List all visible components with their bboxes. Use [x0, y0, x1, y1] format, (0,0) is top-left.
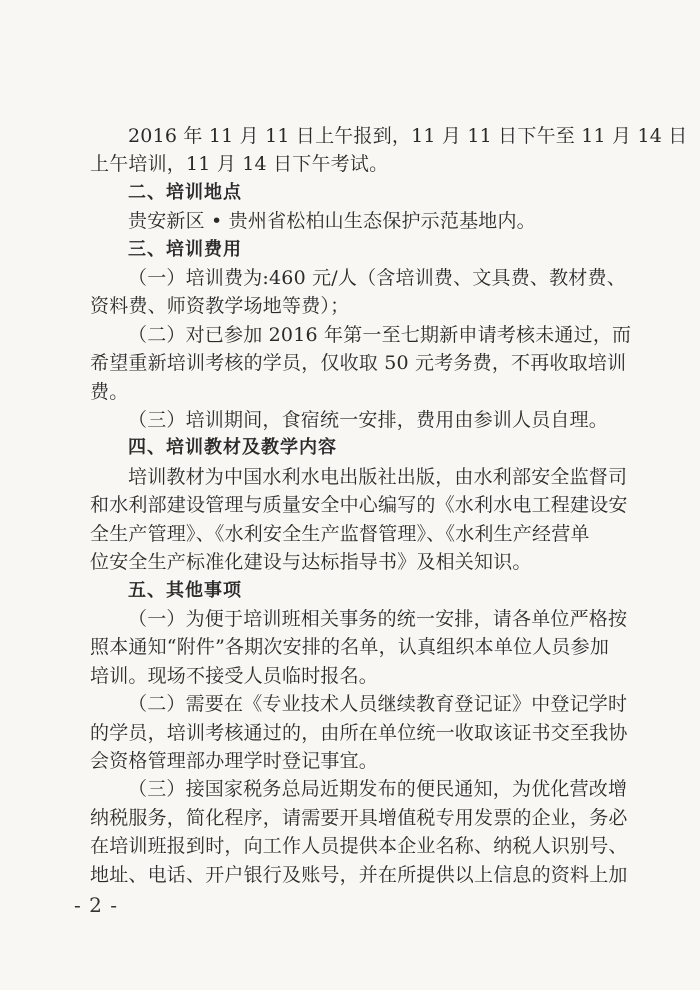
section-heading: 四、培训教材及教学内容	[128, 437, 337, 459]
body-line: 资料费、师资教学场地等费）；	[90, 295, 350, 318]
body-line: （二）对已参加 2016 年第一至七期新申请考核未通过，而	[128, 323, 632, 346]
page-number: - 2 -	[74, 893, 118, 917]
body-line: （一）培训费为:460 元/人（含培训费、文具费、教材费、	[128, 267, 626, 290]
body-line: 培训教材为中国水利水电出版社出版，由水利部安全监督司	[128, 465, 628, 488]
body-line: 希望重新培训考核的学员，仅收取 50 元考务费，不再收取培训	[90, 352, 627, 375]
body-line: 地址、电话、开户银行及账号，并在所提供以上信息的资料上加	[90, 863, 628, 886]
body-line: （一）为便于培训班相关事务的统一安排，请各单位严格按	[128, 607, 628, 630]
section-heading: 五、其他事项	[128, 579, 242, 601]
body-line: 培训。现场不接受人员临时报名。	[90, 664, 379, 687]
body-line: 贵安新区 • 贵州省松柏山生态保护示范基地内。	[128, 210, 536, 233]
body-line: 全生产管理》、《水利安全生产监督管理》、《水利生产经营单	[90, 522, 590, 545]
section-heading: 三、培训费用	[128, 238, 242, 260]
section-heading: 二、培训地点	[128, 181, 242, 203]
body-line: 位安全生产标准化建设与达标指导书》及相关知识。	[90, 551, 532, 574]
body-line: （三）接国家税务总局近期发布的便民通知，为优化营改增	[128, 778, 628, 801]
body-line: 纳税服务，简化程序，请需要开具增值税专用发票的企业，务必	[90, 806, 628, 829]
body-line: 2016 年 11 月 11 日上午报到，11 月 11 日下午至 11 月 14 日	[128, 125, 688, 147]
body-line: 费。	[90, 380, 129, 403]
body-line: 上午培训，11 月 14 日下午考试。	[90, 153, 389, 176]
document-body	[90, 122, 688, 889]
body-line: （二）需要在《专业技术人员继续教育登记证》中登记学时	[128, 693, 628, 716]
body-line: 的学员，培训考核通过的，由所在单位统一收取该证书交至我协	[90, 721, 628, 744]
body-line: （三）培训期间，食宿统一安排，费用由参训人员自理。	[128, 409, 609, 432]
body-line: 照本通知“附件”各期次安排的名单，认真组织本单位人员参加	[90, 636, 610, 659]
body-line: 和水利部建设管理与质量安全中心编写的《水利水电工程建设安	[90, 494, 628, 517]
body-line: 会资格管理部办理学时登记事宜。	[90, 749, 379, 772]
body-line: 在培训班报到时，向工作人员提供本企业名称、纳税人识别号、	[90, 835, 628, 858]
